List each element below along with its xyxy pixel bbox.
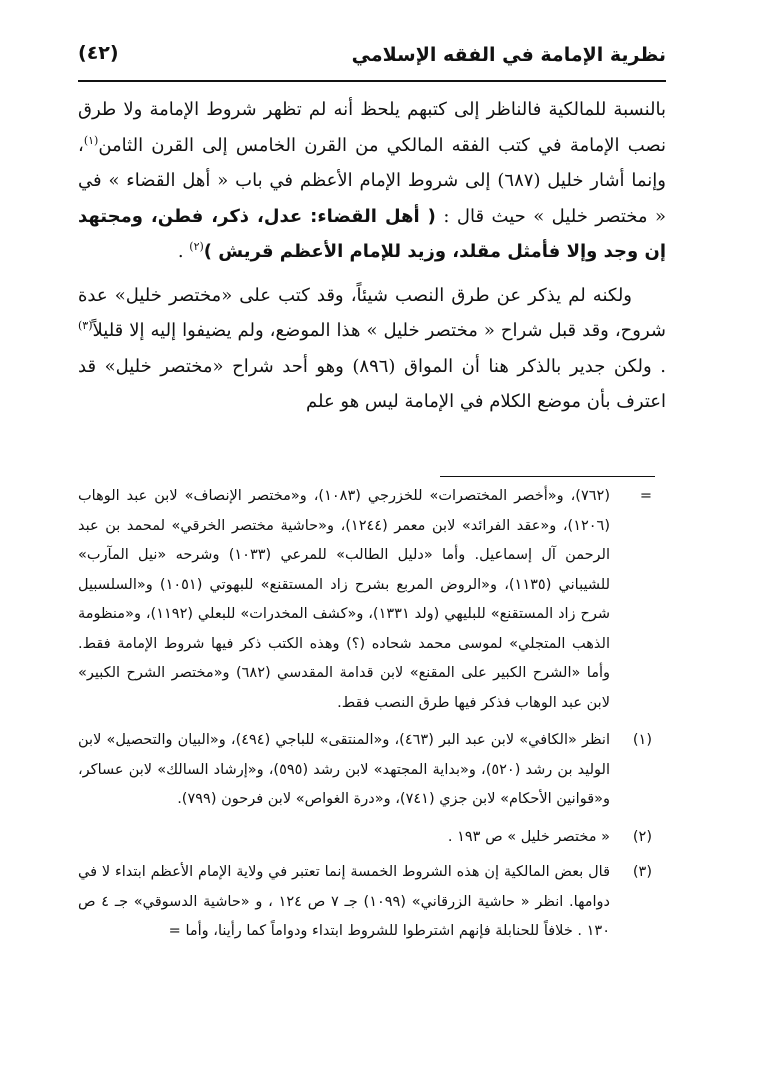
paragraph-1-end: .	[177, 241, 190, 262]
footnote-continued	[78, 482, 658, 718]
footnote-3-body: قال بعض المالكية إن هذه الشروط الخمسة إنما تعتبر في ولاية الإمام الأعظم ابتداء لا في دوامها. انظر « حاشية الزرقاني» (١٠٩٩) جـ ٧ ص ١٢٤ ، و «حاشية الدسوقي» جـ ٤ ص ١٣٠ . خلافاً للحنابلة فإنهم اشترطوا للشروط ابتداء ودواماً كما رأينا، وأما	[78, 864, 611, 939]
footnote-3-text	[78, 858, 610, 947]
paragraph-1-text-a: بالنسبة للمالكية فالناظر إلى كتبهم يلحظ أنه لم تظهر شروط الإمامة ولا طرق نصب الإمامة في كتب الفقه المالكي من القرن الخامس إلى القرن الثامن	[78, 99, 666, 156]
footnote-1	[78, 726, 658, 815]
footnote-continued-text: (٧٦٢)، و«أخصر المختصرات» للخزرجي (١٠٨٣)، و«مختصر الإنصاف» لابن عبد الوهاب (١٢٠٦)، و«عقد الفرائد» لابن معمر (١٢٤٤)، و«حاشية مختصر الخرقي» لمحمد بن عبد الرحمن آل إسماعيل. وأما «دليل الطالب» للمرعي (١٠٣٣) وشرحه «نيل المآرب» للشيباني (١١٣٥)، و«الروض المربع بشرح زاد المستقنع» للبهوتي (١٠٥١) و«السلسبيل شرح زاد المستقنع» للبليهي (ولد ١٣٣١)، و«كشف المخدرات» للبعلي (١١٩٢)، و«منظومة الذهب المتجلي» لموسى محمد شحاده (؟) وهذه الكتب ذكر فيها شروط الإمامة فقط. وأما «الشرح الكبير على المقنع» لابن قدامة المقدسي (٦٨٢) و«مختصر الشرح الكبير» لابن عبد الوهاب فذكر فيها طرق النصب فقط.	[78, 488, 611, 711]
paragraph-2-text-b: . ولكن جدير بالذكر هنا أن المواق (٨٩٦) وهو أحد شراح «مختصر خليل» قد اعترف بأن موضع الكلام في الإمامة ليس هو علم	[78, 355, 666, 412]
footnote-3-continues-mark: =	[168, 923, 181, 939]
footnote-2-mark: (٢)	[632, 828, 652, 845]
footnote-2	[78, 823, 658, 853]
page-number: (٤٢)	[78, 42, 119, 64]
paragraph-1	[78, 92, 666, 270]
quote-bold: ( أهل القضاء: عدل، ذكر، فطن، ومجتهد إن وجد وإلا فأمثل مقلد، وزيد للإمام الأعظم قريش )	[78, 205, 666, 262]
footnotes	[78, 482, 658, 947]
paragraph-1-text-b: ، وإنما أشار خليل (٦٨٧) إلى شروط الإمام الأعظم في باب « أهل القضاء » في « مختصر خليل » حيث قال :	[78, 134, 666, 227]
book-title: نظرية الإمامة في الفقه الإسلامي	[351, 44, 666, 66]
footnote-3	[78, 858, 658, 947]
main-text	[78, 92, 666, 420]
footnote-ref-3: (٣)	[78, 319, 93, 332]
footnote-1-text: انظر «الكافي» لابن عبد البر (٤٦٣)، و«المنتقى» للباجي (٤٩٤)، و«البيان والتحصيل» لابن الوليد بن رشد (٥٢٠)، و«بداية المجتهد» لابن رشد (٥٩٥)، و«إرشاد السالك» لابن عساكر، و«قوانين الأحكام» لابن جزي (٧٤١)، و«درة الغواص» لابن فرحون (٧٩٩).	[78, 732, 610, 807]
footnote-1-mark: (١)	[632, 732, 652, 748]
footnote-ref-2: (٢)	[189, 240, 204, 253]
page-header	[78, 40, 666, 82]
footnote-3-mark: (٣)	[632, 864, 652, 880]
footnote-ref-1: (١)	[83, 133, 99, 147]
paragraph-2-text-a: ولكنه لم يذكر عن طرق النصب شيئاً، وقد كتب على «مختصر خليل» عدة شروح، وقد قبل شراح « مختصر خليل » هذا الموضع، ولم يضيفوا إليه إلا قليلاً	[78, 284, 666, 341]
footnote-2-text: « مختصر خليل » ص ١٩٣ .	[447, 828, 610, 845]
paragraph-2	[78, 278, 666, 420]
footnote-separator	[440, 476, 655, 477]
footnote-continued-mark: =	[639, 488, 652, 504]
